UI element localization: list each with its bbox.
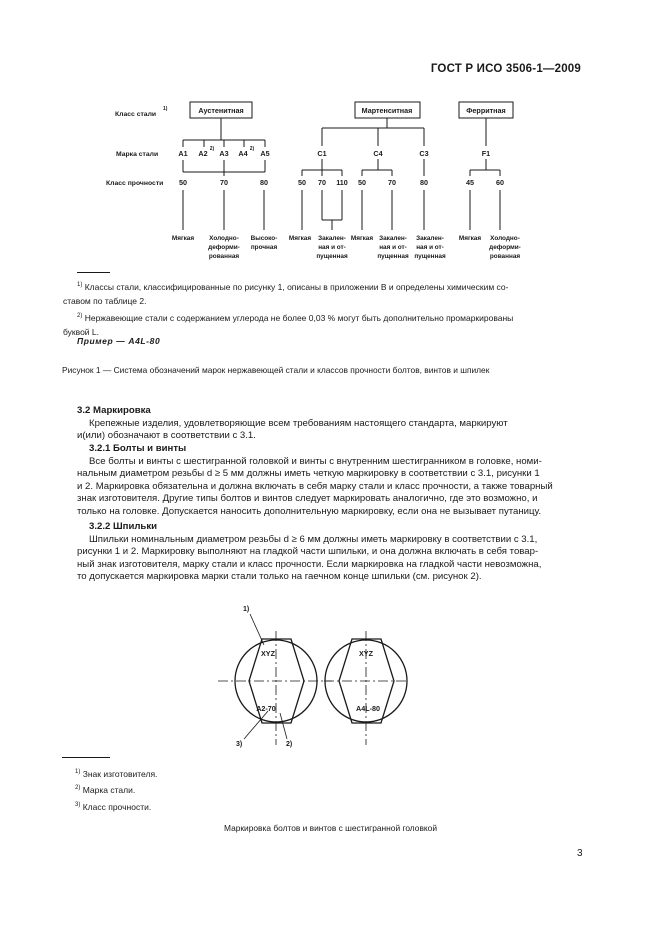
footnote-1-line1: Классы стали, классифицированные по рисунку 1, описаны в приложении B и определены химическим со- <box>84 281 509 292</box>
section-3-2-line: и(или) обозначают в соответствии с 3.1. <box>77 430 256 442</box>
grade-a3: A3 <box>219 149 229 158</box>
section-3-2-1-text <box>77 456 581 518</box>
section-3-2-2-line: рисунки 1 и 2. Маркировку выполняют на гладкой части шпильки, и она должна включать в себя товар- <box>77 546 539 558</box>
footnote-1-line2: ставом по таблице 2. <box>63 296 147 307</box>
state-a-cold-worked: Холодно-деформи-рованная <box>208 235 240 260</box>
grade-c4: C4 <box>373 149 383 158</box>
section-3-2-heading: 3.2 Маркировка <box>77 405 151 416</box>
example-text: Пример — A4L-80 <box>77 336 161 346</box>
grade-a2-sup: 2) <box>209 146 215 152</box>
footnote-text: Знак изготовителя. <box>82 768 158 779</box>
class-c3-80: 80 <box>420 178 428 187</box>
class-c1-70: 70 <box>318 178 326 187</box>
section-3-2-1-line: нальным диаметром резьбы d ≥ 5 мм должны иметь четкую маркировку в соответствии с 3.1, рисунки 1 <box>77 468 540 480</box>
class-a-80: 80 <box>260 178 268 187</box>
section-3-2-2-heading: 3.2.2 Шпильки <box>89 521 158 532</box>
right-grade-class-mark: A4L-80 <box>356 704 380 713</box>
footnote-mark: 3) <box>75 801 81 808</box>
footnote-item <box>75 765 157 781</box>
grade-a1: A1 <box>178 149 188 158</box>
left-grade-class-mark: A2-70 <box>256 704 276 713</box>
callout-3-label: 3) <box>236 741 243 748</box>
grade-a4: A4 <box>238 149 248 158</box>
figure2-caption: Маркировка болтов и винтов с шестигранной головкой <box>224 823 437 833</box>
document-header: ГОСТ Р ИСО 3506-1—2009 <box>430 63 581 75</box>
callout-1-leader <box>250 614 264 645</box>
section-3-2-2-text <box>77 534 581 584</box>
state-c4-hardened: Закален-ная и от-пущенная <box>377 235 409 260</box>
row-label-steel-class: Класс стали <box>115 111 157 118</box>
section-3-2-1-line: знак изготовителя. Другие типы болтов и винтов следует маркировать аналогично, где это возможно, и <box>77 493 538 505</box>
footnote-separator <box>62 757 110 758</box>
page-number: 3 <box>577 848 583 859</box>
class-f1-45: 45 <box>466 178 474 187</box>
footnote-1-mark: 1) <box>77 282 83 288</box>
state-c3-hardened: Закален-ная и от-пущенная <box>414 235 446 260</box>
grade-a5: A5 <box>260 149 270 158</box>
section-3-2-1-line: и 2. Маркировка обязательна и должна включать в себя марку стали и класс прочности, а также товарный <box>77 480 553 492</box>
figure1-caption: Рисунок 1 — Система обозначений марок нержавеющей стали и классов прочности болтов, винтов и шпилек <box>62 365 490 375</box>
right-manufacturer-mark: XYZ <box>359 649 373 658</box>
callout-1-label: 1) <box>243 606 250 613</box>
class-f1-60: 60 <box>496 178 504 187</box>
martensitic-label: Мартенситная <box>361 106 413 115</box>
section-3-2-2-line: Шпильки номинальным диаметром резьбы d ≥ 6 мм должны иметь маркировку в соответствии с 3.1, <box>89 534 538 545</box>
section-3-2-2-line: ный знак изготовителя, марку стали и класс прочности. Если маркировка на гладкой части невозможна, <box>77 558 542 570</box>
grade-c1: C1 <box>317 149 327 158</box>
row-label-steel-grade: Марка стали <box>116 151 159 158</box>
callout-3-leader <box>244 711 268 739</box>
footnote-2-mark: 2) <box>77 312 83 319</box>
row-label-strength-class: Класс прочности <box>106 180 164 187</box>
class-a-70: 70 <box>220 178 228 187</box>
footnote-2-line2: буквой L. <box>63 327 99 338</box>
footnote-item <box>75 781 157 797</box>
class-c1-50: 50 <box>298 178 306 187</box>
state-a-soft: Мягкая <box>171 235 195 242</box>
section-3-2-1-line: только на головке. Допускается наносить дополнительную маркировку, если она не вызывает путаницу. <box>77 505 542 517</box>
state-c4-soft: Мягкая <box>350 235 374 242</box>
footnote-mark: 2) <box>75 785 81 792</box>
class-c1-110: 110 <box>336 178 348 187</box>
state-c1-hardened: Закален-ная и от-пущенная <box>316 235 348 260</box>
grade-f1: F1 <box>481 149 491 158</box>
hex-head-marking-figure <box>200 595 430 755</box>
grade-c3: C3 <box>419 149 429 158</box>
class-c4-70: 70 <box>388 178 396 187</box>
state-f1-soft: Мягкая <box>458 235 482 242</box>
callout-2-label: 2) <box>286 741 293 748</box>
figure1-footnotes <box>63 278 581 340</box>
section-3-2-1-line: Все болты и винты с шестигранной головкой и винты с внутренним шестигранником в головке, номи- <box>89 456 542 467</box>
footnote-separator <box>77 272 110 273</box>
state-c1-soft: Мягкая <box>288 235 312 242</box>
footnote-2-line1: Нержавеющие стали с содержанием углерода не более 0,03 % могут быть дополнительно промаркированы <box>84 312 514 323</box>
figure2-footnotes <box>75 765 157 814</box>
footnote-text: Марка стали. <box>82 785 136 796</box>
section-3-2-text <box>77 418 581 443</box>
section-3-2-1-heading: 3.2.1 Болты и винты <box>89 443 187 454</box>
callout-2-leader <box>280 713 287 739</box>
footnote-text: Класс прочности. <box>82 801 152 812</box>
state-a-high-strength: Высоко-прочная <box>250 235 278 251</box>
footnote-item <box>75 798 157 814</box>
grade-a2: A2 <box>198 149 208 158</box>
row-label-steel-class-sup: 1) <box>163 106 168 112</box>
left-manufacturer-mark: XYZ <box>261 649 275 658</box>
grade-a4-sup: 2) <box>249 146 255 152</box>
ferritic-label: Ферритная <box>466 106 506 115</box>
section-3-2-line: Крепежные изделия, удовлетворяющие всем требованиям настоящего стандарта, маркируют <box>89 418 508 429</box>
class-c4-50: 50 <box>358 178 366 187</box>
class-a-50: 50 <box>179 178 187 187</box>
state-f1-cold-worked: Холодно-деформи-рованная <box>489 235 521 260</box>
austenitic-label: Аустенитная <box>198 106 244 115</box>
footnote-mark: 1) <box>75 769 81 775</box>
steel-grade-diagram <box>0 95 661 270</box>
section-3-2-2-line: то допускается маркировка марки стали только на гаечном конце шпильки (см. рисунок 2). <box>77 571 482 583</box>
